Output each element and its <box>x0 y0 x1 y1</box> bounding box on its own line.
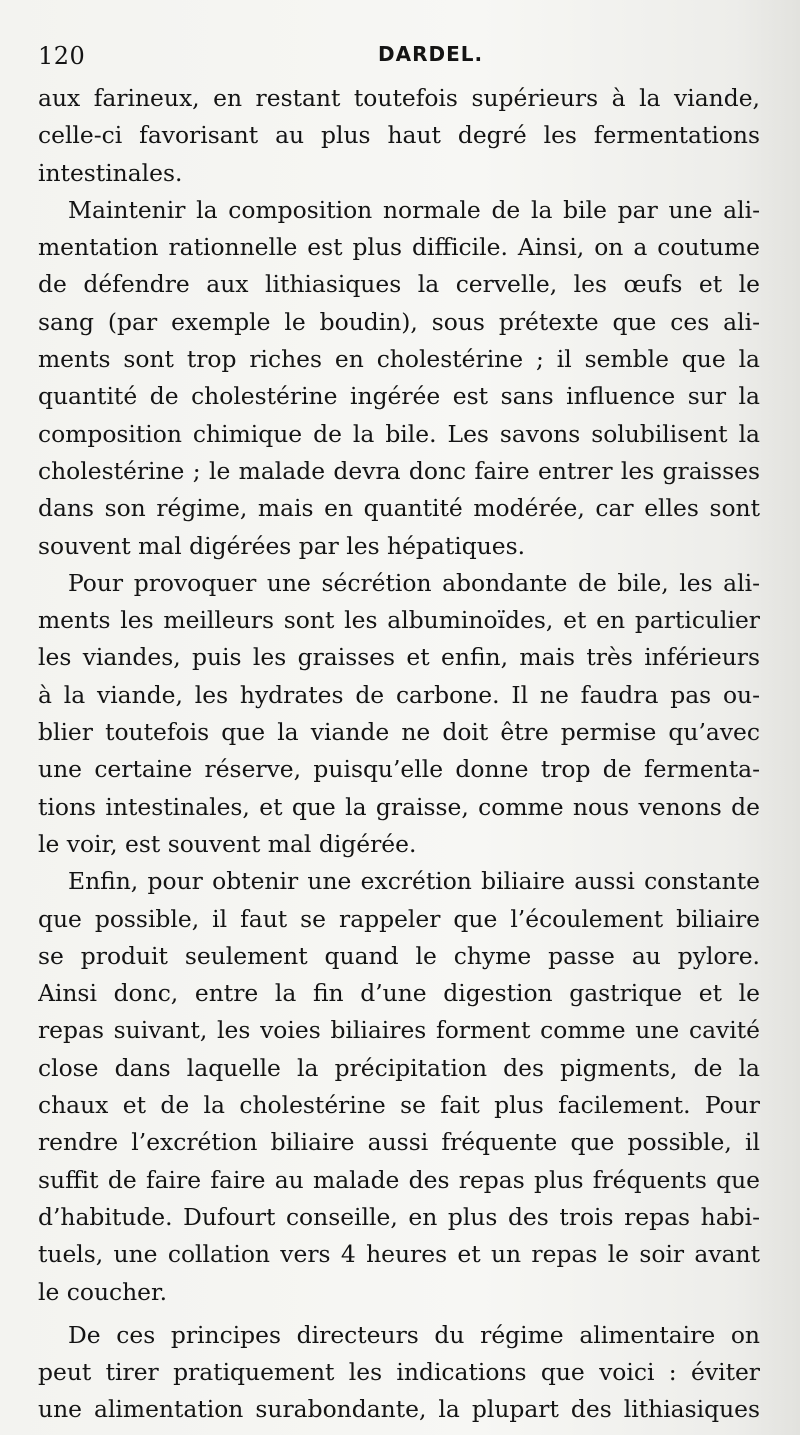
text-line: tuels, une collation vers 4 heures et un repas le soir avant <box>38 1240 760 1269</box>
text-line: cholestérine ; le malade devra donc faire entrer les graisses <box>38 456 760 485</box>
text-line: De ces principes directeurs du régime alimentaire on <box>68 1320 760 1349</box>
text-line: intestinales. <box>38 158 183 187</box>
text-line: rendre l’excrétion biliaire aussi fréquente que possible, il <box>38 1128 760 1157</box>
text-line: se produit seulement quand le chyme passe au pylore. <box>38 941 760 970</box>
page-number: 120 <box>38 42 86 70</box>
text-line: ments sont trop riches en cholestérine ; il semble que la <box>38 345 760 374</box>
text-line: aux farineux, en restant toutefois supérieurs à la viande, <box>38 84 760 112</box>
text-line: composition chimique de la bile. Les savons solubilisent la <box>38 419 760 448</box>
text-line: Pour provoquer une sécrétion abondante de bile, les ali- <box>68 568 760 597</box>
text-line: le coucher. <box>38 1277 168 1306</box>
text-line: Enfin, pour obtenir une excrétion biliaire aussi constante <box>68 867 760 896</box>
text-line: peut tirer pratiquement les indications que voici : éviter <box>38 1358 760 1387</box>
text-line: dans son régime, mais en quantité modérée, car elles sont <box>38 494 760 523</box>
text-line: mentation rationnelle est plus difficile. Ainsi, on a coutume <box>38 233 760 262</box>
text-line: le voir, est souvent mal digérée. <box>38 829 417 858</box>
text-line: sang (par exemple le boudin), sous prétexte que ces ali- <box>38 307 760 336</box>
text-line: Ainsi donc, entre la fin d’une digestion gastrique et le <box>38 979 760 1008</box>
text-line: une alimentation surabondante, la plupart des lithiasiques <box>38 1395 760 1424</box>
text-line: celle-ci favorisant au plus haut degré les fermentations <box>38 121 760 150</box>
text-line: souvent mal digérées par les hépatiques. <box>38 531 526 560</box>
text-line: d’habitude. Dufourt conseille, en plus des trois repas habi- <box>38 1202 760 1231</box>
text-line: une certaine réserve, puisqu’elle donne trop de fermenta- <box>38 755 760 784</box>
text-line: de défendre aux lithiasiques la cervelle, les œufs et le <box>38 270 760 299</box>
text-line: Maintenir la composition normale de la bile par une ali- <box>68 195 760 224</box>
text-line: que possible, il faut se rappeler que l’écoulement biliaire <box>38 904 760 933</box>
text-line: close dans laquelle la précipitation des pigments, de la <box>38 1053 760 1082</box>
text-line: blier toutefois que la viande ne doit être permise qu’avec <box>38 718 760 747</box>
text-line: suffit de faire faire au malade des repas plus fréquents que <box>38 1165 760 1194</box>
text-line: chaux et de la cholestérine se fait plus facilement. Pour <box>38 1091 760 1120</box>
page-header <box>38 36 758 76</box>
running-head: DARDEL. <box>378 42 484 66</box>
text-line: ments les meilleurs sont les albuminoïdes, et en particulier <box>38 606 760 635</box>
text-line: repas suivant, les voies biliaires forment comme une cavité <box>38 1016 760 1045</box>
text-line: tions intestinales, et que la graisse, comme nous venons de <box>38 792 760 821</box>
text-line: les viandes, puis les graisses et enfin, mais très inférieurs <box>38 643 760 672</box>
body-text <box>38 80 760 1429</box>
text-line: à la viande, les hydrates de carbone. Il ne faudra pas ou- <box>38 680 760 709</box>
text-line: quantité de cholestérine ingérée est sans influence sur la <box>38 382 760 411</box>
